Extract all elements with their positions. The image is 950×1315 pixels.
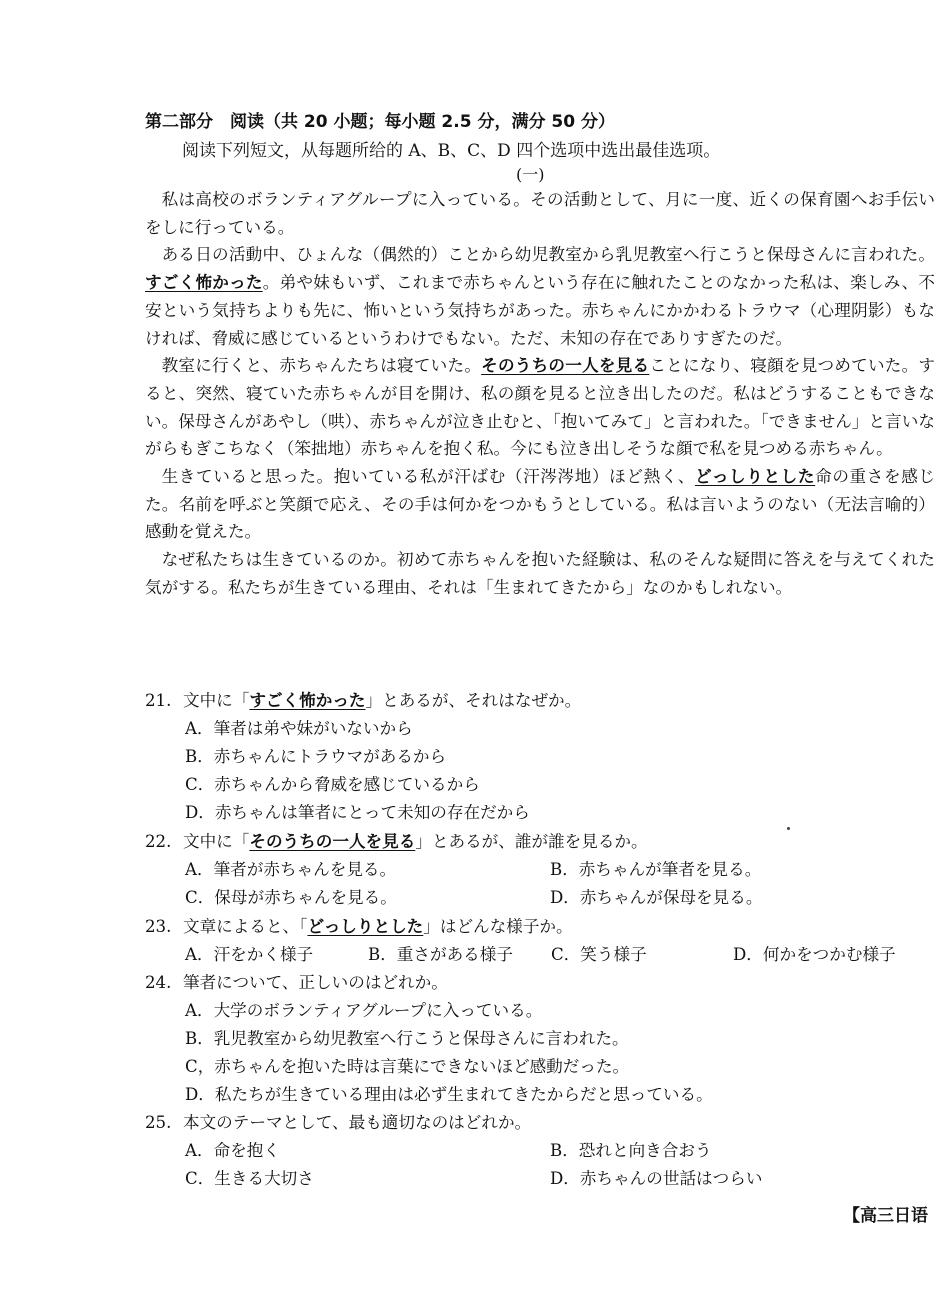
answer-options [145,997,935,1109]
underlined-phrase: そのうちの一人を見る [481,355,650,376]
stem-text: 」とあるが、誰が誰を見るか。 [415,832,648,851]
question-number: 22. [145,832,172,851]
option-a[interactable]: A．命を抱く [185,1141,280,1160]
passage-paragraph-4 [145,463,935,546]
option-d[interactable]: D．赤ちゃんが保母を見る。 [550,888,763,907]
question-25 [145,1109,935,1193]
question-number: 24. [145,973,172,992]
passage-paragraph-3 [145,352,935,463]
underlined-phrase: そのうちの一人を見る [249,831,416,851]
answer-options [145,1137,935,1193]
paragraph-text: ある日の活動中、ひょんな（偶然的）ことから幼児教室から乳児教室へ行こうと保母さんに言われた。 [161,245,935,265]
option-d[interactable]: D．赤ちゃんの世話はつらい [550,1169,763,1188]
question-number: 23. [145,917,172,936]
option-d[interactable]: D．何かをつかむ様子 [733,945,896,964]
passage-paragraph-1: 私は高校のボランティアグループに入っている。その活動として、月に一度、近くの保育園へお手伝いをしに行っている。 [145,190,935,237]
option-row [185,941,935,969]
option-a[interactable]: A．汗をかく様子 [185,945,314,964]
stem-text: 文章によると、「 [183,917,308,936]
page-footer-label: 【高三日语 [843,1206,928,1226]
underlined-phrase: すごく怖かった [145,272,263,293]
underlined-phrase: どっしりとした [694,466,816,487]
option-b[interactable]: B．赤ちゃんにトラウマがあるから [185,747,447,766]
option-c[interactable]: C，赤ちゃんを抱いた時は言葉にできないほど感動だった。 [185,1057,630,1076]
underlined-phrase: どっしりとした [307,916,424,936]
question-number: 25. [145,1113,172,1132]
question-stem [145,827,935,856]
stem-text: 文中に「 [183,691,250,710]
option-b[interactable]: B．恐れと向き合おう [550,1141,712,1160]
question-23 [145,912,935,969]
passage-paragraph-2 [145,241,935,352]
option-b[interactable]: B．赤ちゃんが筆者を見る。 [550,860,762,879]
option-b[interactable]: B．乳児教室から幼児教室へ行こうと保母さんに言われた。 [185,1029,629,1048]
answer-options [145,715,935,827]
question-stem [145,912,935,941]
answer-options [145,856,935,912]
option-a[interactable]: A．大学のボランティアグループに入っている。 [185,1001,543,1020]
question-number: 21. [145,691,172,710]
paragraph-text: 生きていると思った。抱いている私が汗ばむ（汗涔涔地）ほど熱く、 [161,467,695,487]
option-d[interactable]: D．私たちが生きている理由は必ず生まれてきたからだと思っている。 [185,1085,713,1104]
option-row [185,856,935,884]
option-a[interactable]: A．筆者は弟や妹がいないから [185,719,413,738]
reading-passage [145,186,935,602]
stem-text: 」はどんな様子か。 [423,917,573,936]
paragraph-text: 教室に行くと、赤ちゃんたちは寝ていた。 [161,356,482,376]
option-c[interactable]: C．笑う様子 [551,945,647,964]
option-d[interactable]: D．赤ちゃんは筆者にとって未知の存在だから [185,803,530,822]
stem-text: 文中に「 [183,832,250,851]
scan-speck [787,827,790,830]
stem-text: 本文のテーマとして、最も適切なのはどれか。 [183,1113,532,1132]
question-22 [145,827,935,912]
question-stem [145,969,935,997]
option-row [185,1165,935,1193]
question-list [145,686,935,1193]
option-row [185,1137,935,1165]
question-21 [145,686,935,827]
paragraph-text: 。弟や妹もいず、これまで赤ちゃんという存在に触れたことのなかった私は、楽しみ、不安という気持ちよりも先に、怖いという気持ちがあった。赤ちゃんにかかわるトラウマ（心理阴影）もなければ、脅威に感じているというわけでもない。ただ、未知の存在でありすぎたのだ。 [145,273,936,348]
option-row [185,884,935,912]
answer-options [145,941,935,969]
question-stem [145,1109,935,1137]
option-a[interactable]: A．筆者が赤ちゃんを見る。 [185,860,397,879]
option-c[interactable]: C．保母が赤ちゃんを見る。 [185,888,397,907]
paragraph-text: 命の重さを感じた。名前を呼ぶと笑顔で応え、その手は何かをつかもうとしている。私は言いようのない（无法言喻的）感動を覚えた。 [145,467,936,542]
instruction-text: 阅读下列短文，从每题所给的 A、B、C、D 四个选项中选出最佳选项。 [182,141,721,161]
passage-paragraph-5: なぜ私たちは生きているのか。初めて赤ちゃんを抱いた経験は、私のそんな疑問に答えを与えてくれた気がする。私たちが生きている理由、それは「生まれてきたから」なのかもしれない。 [145,550,935,597]
stem-text: 筆者について、正しいのはどれか。 [183,973,448,992]
stem-text: 」とあるが、それはなぜか。 [365,691,582,710]
question-stem [145,686,935,715]
section-title: 第二部分 阅读（共 20 小题；每小题 2.5 分，满分 50 分） [145,112,615,132]
passage-number: (一) [516,165,545,184]
paragraph-text: ことになり、寝顔を見つめていた。すると、突然、寝ていた赤ちゃんが目を開け、私の顔を見ると泣き出したのだ。私はどうすることもできない。保母さんがあやし（哄）、赤ちゃんが泣き止むと、「抱いてみて」と言われた。「できません」と言いながらもぎこちなく（笨拙地）赤ちゃんを抱く私。今にも泣き出しそうな顔で私を見つめる赤ちゃん。 [145,356,936,459]
option-c[interactable]: C．赤ちゃんから脅威を感じているから [185,775,480,794]
underlined-phrase: すごく怖かった [249,690,366,710]
option-b[interactable]: B．重さがある様子 [368,945,513,964]
question-24 [145,969,935,1109]
option-c[interactable]: C．生きる大切さ [185,1169,314,1188]
